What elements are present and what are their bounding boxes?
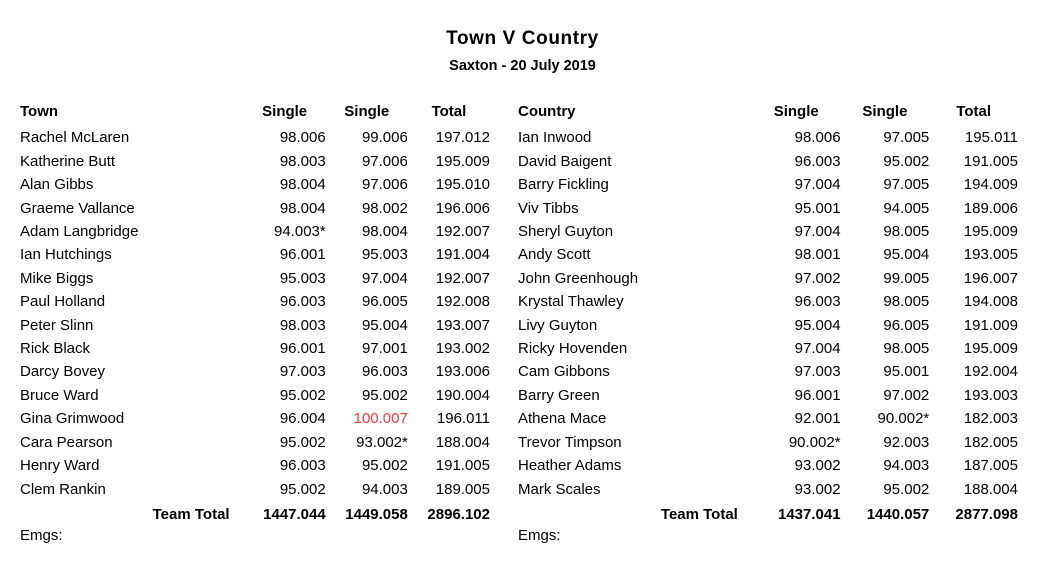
- score-single-1: 98.001: [794, 246, 841, 264]
- score-single-1: 97.003: [279, 363, 326, 381]
- score-single-1: 98.006: [794, 129, 841, 147]
- country-table-foot: [518, 501, 1018, 526]
- team-total-total: 2896.102: [427, 505, 490, 523]
- score-total: 191.009: [963, 316, 1018, 334]
- player-name: Peter Slinn: [20, 316, 94, 334]
- column-header-team-name: Country: [518, 103, 576, 120]
- score-single-2: 94.003: [361, 480, 408, 498]
- table-header-row: [20, 100, 490, 126]
- player-name: Mark Scales: [518, 480, 601, 498]
- player-name: Sheryl Guyton: [518, 223, 614, 241]
- score-total: 187.005: [963, 457, 1018, 475]
- table-row: [518, 431, 1018, 454]
- score-single-1: 90.002*: [788, 433, 841, 451]
- table-row: [20, 337, 490, 360]
- score-total: 196.007: [963, 269, 1018, 287]
- score-total: 188.004: [963, 480, 1018, 498]
- table-row: [518, 478, 1018, 501]
- score-total: 196.006: [435, 199, 490, 217]
- score-total: 191.004: [435, 246, 490, 264]
- score-single-2: 99.005: [883, 269, 930, 287]
- score-single-1: 95.002: [279, 386, 326, 404]
- score-single-2: 99.006: [361, 129, 408, 147]
- score-single-1: 96.003: [794, 152, 841, 170]
- score-single-1: 96.003: [279, 293, 326, 311]
- player-name: Mike Biggs: [20, 269, 94, 287]
- player-name: Athena Mace: [518, 410, 607, 428]
- table-row: [518, 197, 1018, 220]
- score-total: 192.007: [435, 223, 490, 241]
- score-total: 190.004: [435, 386, 490, 404]
- score-total: 192.008: [435, 293, 490, 311]
- table-row: [20, 243, 490, 266]
- table-row: [518, 384, 1018, 407]
- player-name: Alan Gibbs: [20, 176, 94, 194]
- score-single-1: 96.003: [794, 293, 841, 311]
- title-block: [0, 0, 1045, 75]
- table-row: [518, 150, 1018, 173]
- score-single-2: 98.002: [361, 199, 408, 217]
- score-single-1: 97.004: [794, 340, 841, 358]
- score-total: 191.005: [435, 457, 490, 475]
- score-total: 192.007: [435, 269, 490, 287]
- score-single-1: 95.003: [279, 269, 326, 287]
- team-total-single-1: 1447.044: [263, 505, 326, 523]
- table-row: [20, 150, 490, 173]
- score-single-1: 95.002: [279, 433, 326, 451]
- score-single-2: 96.005: [361, 293, 408, 311]
- player-name: Heather Adams: [518, 457, 622, 475]
- column-header-total: Total: [431, 103, 467, 120]
- player-name: Livy Guyton: [518, 316, 598, 334]
- team-total-single-2: 1449.058: [345, 505, 408, 523]
- town-table-body: [20, 126, 490, 501]
- score-single-1: 93.002: [794, 457, 841, 475]
- column-header-single-1: Single: [773, 103, 819, 120]
- column-header-total: Total: [956, 103, 991, 120]
- team-total-single-2: 1440.057: [866, 505, 930, 523]
- player-name: Clem Rankin: [20, 480, 106, 498]
- player-name: Graeme Vallance: [20, 199, 135, 217]
- score-single-2: 96.003: [361, 363, 408, 381]
- table-header-row: [518, 100, 1018, 126]
- score-total: 182.005: [963, 433, 1018, 451]
- town-panel: [0, 100, 508, 526]
- score-single-2: 94.005: [883, 199, 930, 217]
- score-total: 193.003: [963, 386, 1018, 404]
- score-single-2: 97.004: [361, 269, 408, 287]
- table-row: [20, 220, 490, 243]
- table-row: [518, 360, 1018, 383]
- table-row: [20, 431, 490, 454]
- table-row: [20, 454, 490, 477]
- player-name: Barry Fickling: [518, 176, 609, 194]
- score-single-2: 98.005: [883, 293, 930, 311]
- score-total: 193.005: [963, 246, 1018, 264]
- score-single-2: 98.005: [883, 223, 930, 241]
- score-single-1: 96.001: [794, 386, 841, 404]
- score-single-2: 95.001: [883, 363, 930, 381]
- score-single-2: 98.004: [361, 223, 408, 241]
- player-name: Ricky Hovenden: [518, 340, 628, 358]
- score-single-2: 95.004: [883, 246, 930, 264]
- player-name: Darcy Bovey: [20, 363, 106, 381]
- score-total: 193.006: [435, 363, 490, 381]
- score-single-1: 96.003: [279, 457, 326, 475]
- score-single-2: 95.002: [883, 152, 930, 170]
- table-row: [518, 267, 1018, 290]
- score-single-2: 98.005: [883, 340, 930, 358]
- score-total: 189.006: [963, 199, 1018, 217]
- score-single-1: 95.001: [794, 199, 841, 217]
- score-single-1: 96.004: [279, 410, 326, 428]
- country-table-body: [518, 126, 1018, 501]
- column-header-single-2: Single: [344, 103, 390, 120]
- score-total: 195.009: [963, 223, 1018, 241]
- table-row: [518, 454, 1018, 477]
- page-subtitle: Saxton - 20 July 2019: [449, 57, 596, 74]
- score-total: 192.004: [963, 363, 1018, 381]
- team-total-label: Team Total: [660, 505, 738, 523]
- score-single-1: 95.004: [794, 316, 841, 334]
- player-name: Cam Gibbons: [518, 363, 610, 381]
- score-total: 195.009: [435, 152, 490, 170]
- team-total-total: 2877.098: [955, 505, 1018, 523]
- score-total: 195.011: [964, 129, 1018, 147]
- score-single-1: 93.002: [794, 480, 841, 498]
- score-total: 196.011: [436, 410, 490, 428]
- score-single-2: 97.005: [883, 176, 930, 194]
- player-name: Henry Ward: [20, 457, 100, 475]
- emgs-label-country: Emgs:: [518, 527, 561, 544]
- score-total: 182.003: [963, 410, 1018, 428]
- score-total: 195.010: [435, 176, 490, 194]
- score-single-2: 97.006: [361, 152, 408, 170]
- score-single-2: 95.002: [883, 480, 930, 498]
- score-single-1: 92.001: [794, 410, 841, 428]
- table-row: [20, 290, 490, 313]
- score-single-1: 98.004: [279, 199, 326, 217]
- score-single-2: 90.002*: [877, 410, 930, 428]
- score-single-2: 92.003: [883, 433, 930, 451]
- table-row: [20, 197, 490, 220]
- score-single-1: 97.002: [794, 269, 841, 287]
- score-single-1: 98.003: [279, 316, 326, 334]
- town-table: [20, 100, 490, 526]
- score-single-1: 95.002: [279, 480, 326, 498]
- team-total-row: [20, 501, 490, 526]
- score-single-2: 97.006: [361, 176, 408, 194]
- player-name: Katherine Butt: [20, 152, 116, 170]
- score-total: 195.009: [963, 340, 1018, 358]
- score-single-1: 98.004: [279, 176, 326, 194]
- score-single-2: 95.002: [361, 457, 408, 475]
- player-name: John Greenhough: [518, 269, 639, 287]
- table-row: [20, 478, 490, 501]
- player-name: Paul Holland: [20, 293, 106, 311]
- player-name: Cara Pearson: [20, 433, 113, 451]
- score-single-1: 97.004: [794, 223, 841, 241]
- score-single-1: 98.003: [279, 152, 326, 170]
- score-single-1: 96.001: [279, 246, 326, 264]
- score-sheet: [0, 100, 1045, 526]
- table-row: [518, 243, 1018, 266]
- column-header-team-name: Town: [20, 103, 59, 120]
- player-name: Andy Scott: [518, 246, 591, 264]
- table-row: [518, 407, 1018, 430]
- table-row: [20, 360, 490, 383]
- table-row: [518, 337, 1018, 360]
- score-single-2: 94.003: [883, 457, 930, 475]
- score-total: 189.005: [435, 480, 490, 498]
- country-table: [518, 100, 1018, 526]
- score-total: 191.005: [963, 152, 1018, 170]
- score-single-2: 100.007: [353, 410, 408, 428]
- table-row: [20, 267, 490, 290]
- table-row: [20, 126, 490, 149]
- table-row: [20, 407, 490, 430]
- score-single-2: 95.003: [361, 246, 408, 264]
- score-total: 188.004: [435, 433, 490, 451]
- score-single-1: 97.003: [794, 363, 841, 381]
- column-header-single-1: Single: [262, 103, 308, 120]
- table-row: [20, 314, 490, 337]
- score-total: 193.007: [435, 316, 490, 334]
- score-single-2: 97.001: [361, 340, 408, 358]
- table-row: [20, 173, 490, 196]
- score-single-1: 96.001: [279, 340, 326, 358]
- score-total: 194.008: [963, 293, 1018, 311]
- score-single-1: 94.003*: [274, 223, 326, 241]
- emgs-label-town: Emgs:: [20, 527, 63, 544]
- score-single-2: 97.002: [883, 386, 930, 404]
- score-single-1: 98.006: [279, 129, 326, 147]
- player-name: Ian Hutchings: [20, 246, 112, 264]
- score-total: 194.009: [963, 176, 1018, 194]
- emgs-footer: [0, 527, 1045, 544]
- team-total-label: Team Total: [152, 505, 230, 523]
- player-name: Trevor Timpson: [518, 433, 622, 451]
- score-single-2: 95.002: [361, 386, 408, 404]
- player-name: Bruce Ward: [20, 386, 99, 404]
- player-name: Gina Grimwood: [20, 410, 125, 428]
- country-panel: [508, 100, 1045, 526]
- score-total: 197.012: [435, 129, 490, 147]
- table-row: [518, 220, 1018, 243]
- player-name: Barry Green: [518, 386, 600, 404]
- player-name: Adam Langbridge: [20, 223, 139, 241]
- player-name: David Baigent: [518, 152, 612, 170]
- page-title: Town V Country: [446, 28, 599, 49]
- player-name: Krystal Thawley: [518, 293, 624, 311]
- column-header-single-2: Single: [862, 103, 908, 120]
- score-single-1: 97.004: [794, 176, 841, 194]
- player-name: Rachel McLaren: [20, 129, 130, 147]
- table-row: [518, 173, 1018, 196]
- player-name: Ian Inwood: [518, 129, 592, 147]
- table-row: [518, 314, 1018, 337]
- team-total-row: [518, 501, 1018, 526]
- player-name: Rick Black: [20, 340, 91, 358]
- town-table-foot: [20, 501, 490, 526]
- team-total-single-1: 1437.041: [777, 505, 841, 523]
- score-single-2: 97.005: [883, 129, 930, 147]
- table-row: [518, 290, 1018, 313]
- table-row: [20, 384, 490, 407]
- player-name: Viv Tibbs: [518, 199, 579, 217]
- score-single-2: 95.004: [361, 316, 408, 334]
- score-single-2: 93.002*: [356, 433, 408, 451]
- score-single-2: 96.005: [883, 316, 930, 334]
- table-row: [518, 126, 1018, 149]
- score-total: 193.002: [435, 340, 490, 358]
